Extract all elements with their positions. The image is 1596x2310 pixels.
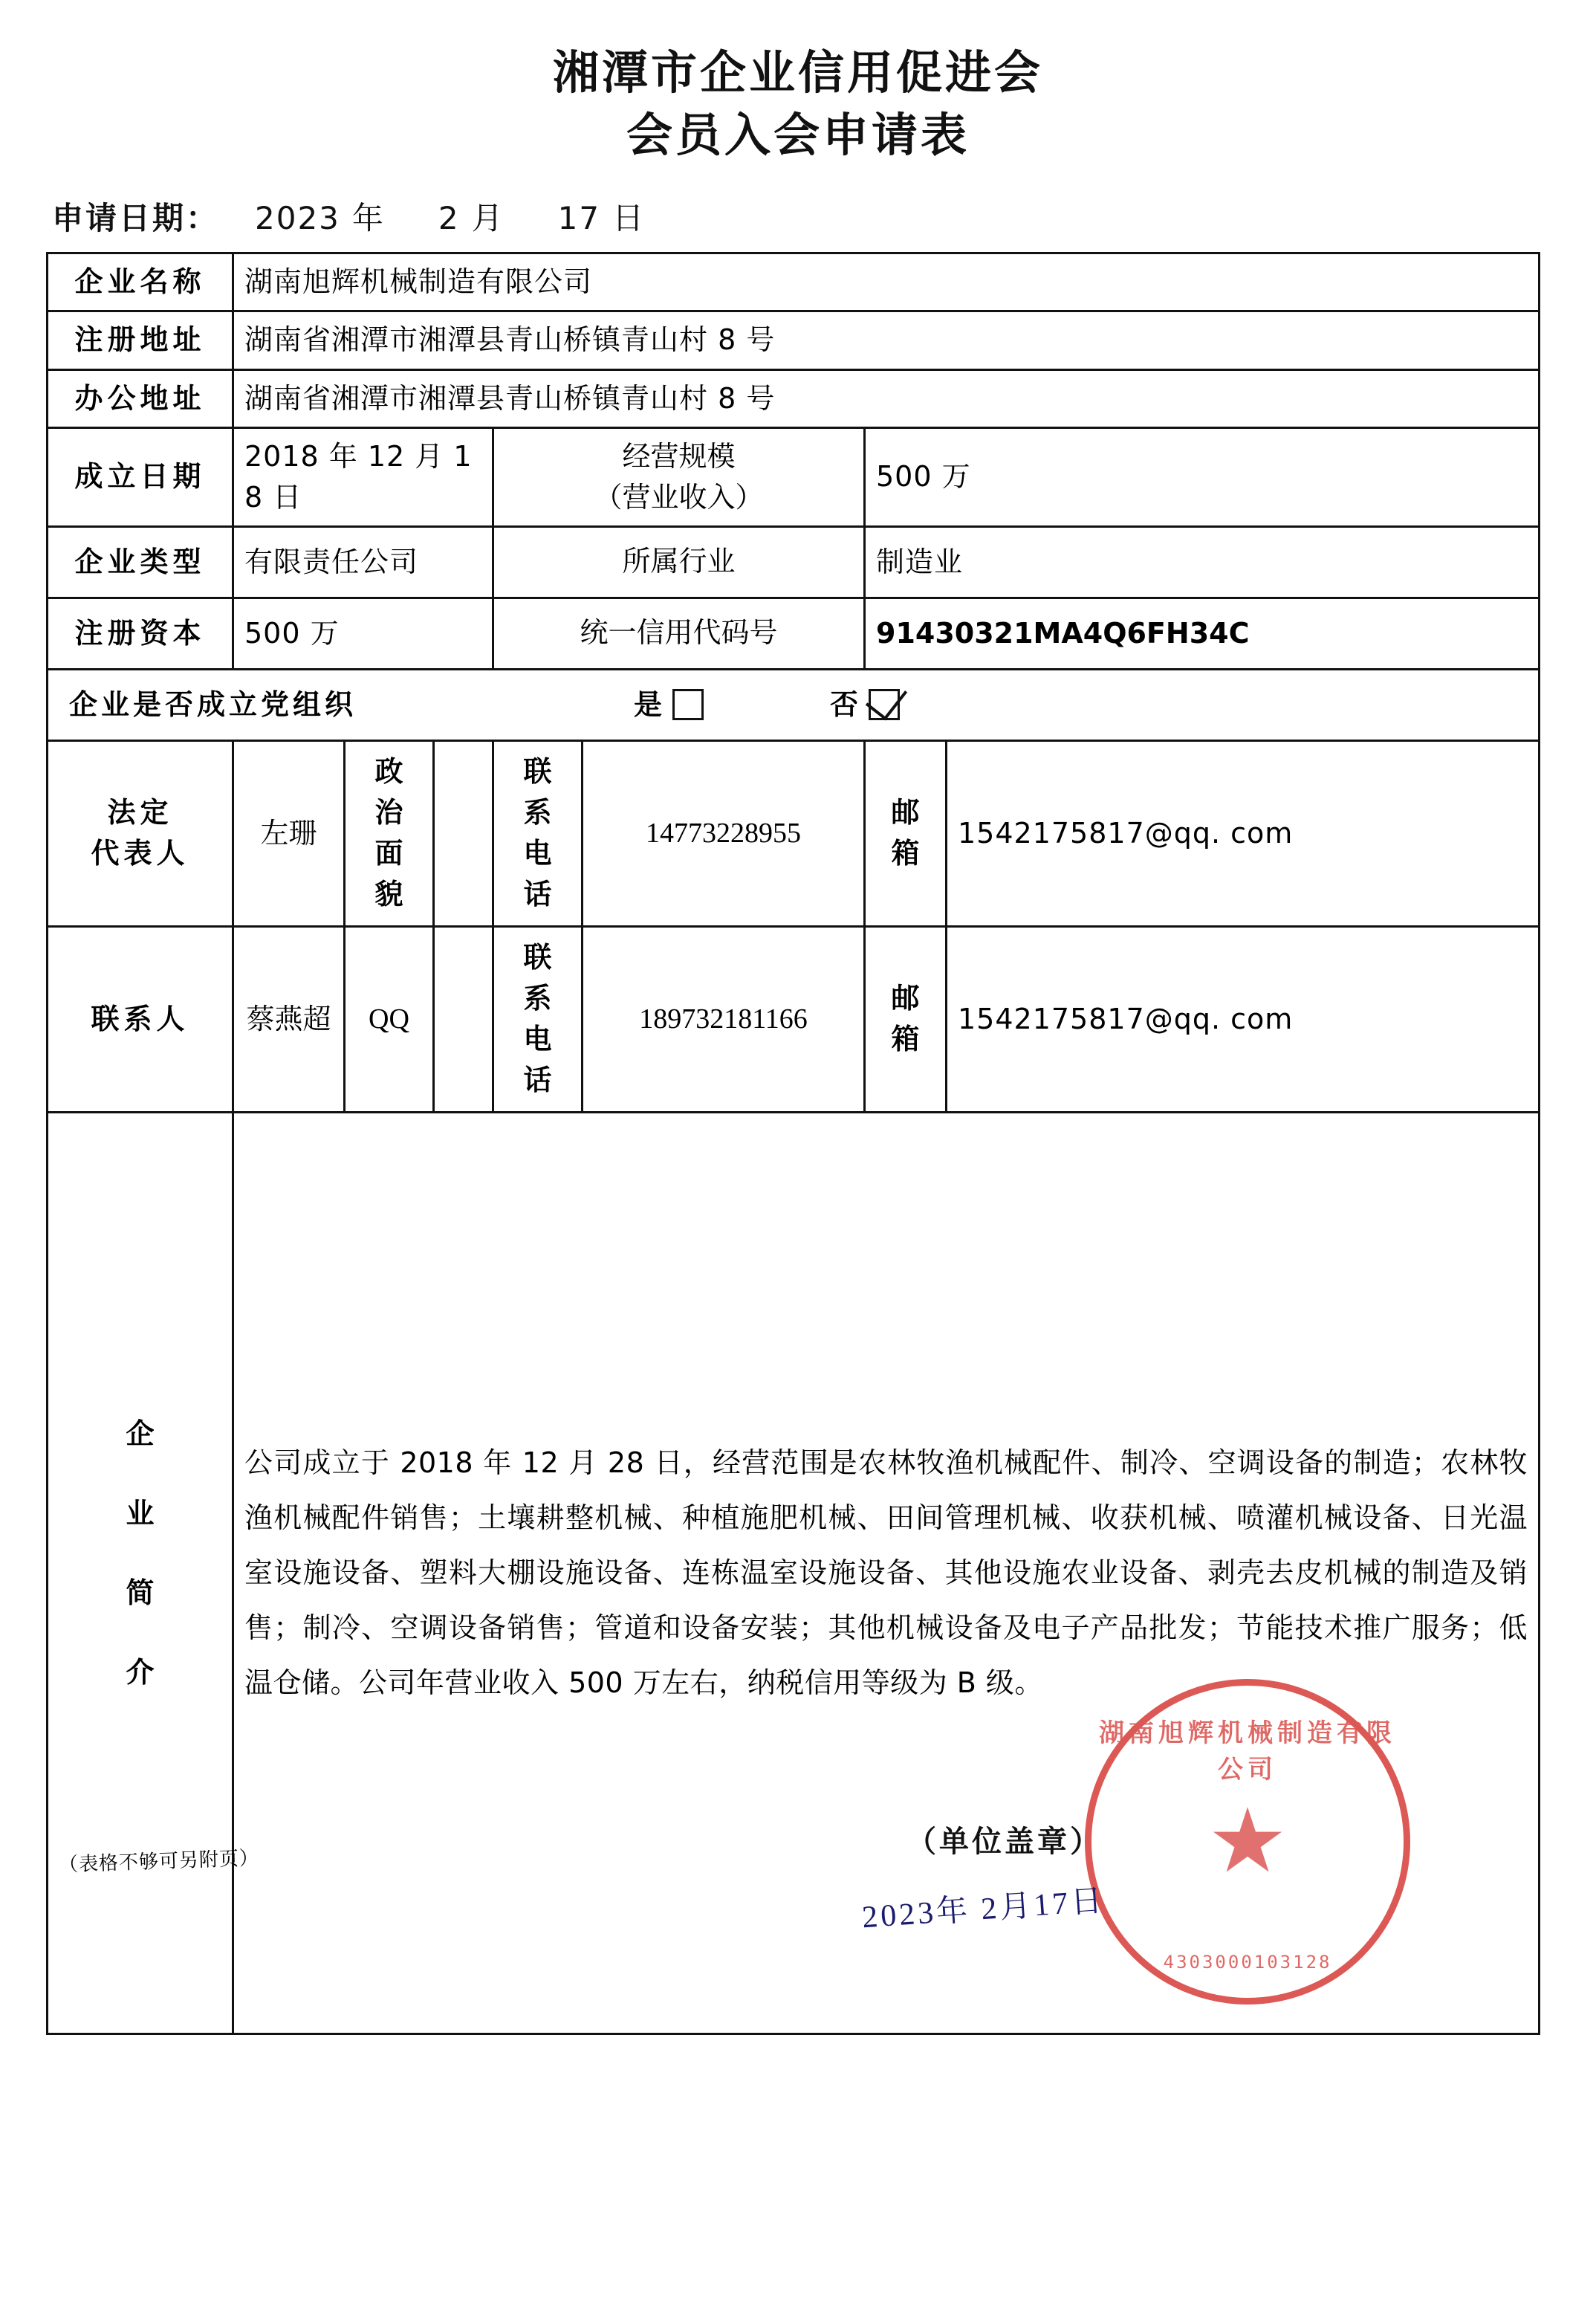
seal-hand-date: 2023年 2月17日 [860, 1883, 1106, 1935]
company-name-value: 湖南旭辉机械制造有限公司 [233, 253, 1540, 311]
legal-rep-phone-value: 14773228955 [583, 740, 865, 926]
intro-label-char-4: 介 [126, 1656, 155, 1689]
row-registered-address [48, 311, 1540, 369]
intro-note: （表格不够可另附页） [58, 1847, 260, 1877]
application-year-unit: 年 [351, 200, 383, 237]
row-contact-person [48, 926, 1540, 1112]
application-month-unit: 月 [471, 200, 503, 237]
row-legal-representative [48, 740, 1540, 926]
stamp-bottom-text: 4303000103128 [1163, 1952, 1332, 1973]
application-month-value: 2 [438, 200, 460, 237]
row-office-address [48, 369, 1540, 427]
office-address-value: 湖南省湘潭市湘潭县青山桥镇青山村 8 号 [233, 369, 1540, 427]
row-capital-credit [48, 598, 1540, 669]
row-type-industry [48, 526, 1540, 598]
star-icon: ★ [1207, 1791, 1288, 1891]
legal-rep-name: 左珊 [233, 740, 345, 926]
contact-phone-label: 联 系 电 话 [493, 926, 583, 1112]
business-scale-value: 500 万 [865, 427, 1540, 526]
intro-body [233, 1112, 1540, 2034]
legal-rep-email-value: 1542175817@qq. com [947, 740, 1540, 926]
legal-rep-phone-label: 联 系 电 话 [493, 740, 583, 926]
party-option-no[interactable] [830, 685, 900, 725]
company-name-label: 企业名称 [48, 253, 233, 311]
registered-capital-label: 注册资本 [48, 598, 233, 669]
legal-rep-label-line2: 代表人 [91, 837, 189, 870]
legal-rep-political-value [434, 740, 493, 926]
checkbox-yes[interactable] [672, 689, 704, 720]
establish-date-value: 2018 年 12 月 18 日 [233, 427, 493, 526]
application-year-value: 2023 [255, 200, 340, 237]
legal-rep-political-label: 政 治 面 貌 [345, 740, 434, 926]
registered-address-label: 注册地址 [48, 311, 233, 369]
registered-address-value: 湖南省湘潭市湘潭县青山桥镇青山村 8 号 [233, 311, 1540, 369]
party-org-label: 企业是否成立党组织 [69, 688, 357, 721]
application-day-value: 17 [557, 200, 601, 237]
contact-phone-value: 189732181166 [583, 926, 865, 1112]
business-scale-label-line2: （营业收入） [594, 480, 764, 514]
contact-email-label: 邮 箱 [865, 926, 947, 1112]
contact-email-value: 1542175817@qq. com [947, 926, 1540, 1112]
party-option-yes-label: 是 [634, 688, 663, 721]
seal-caption: （单位盖章） [906, 1824, 1103, 1859]
intro-label-char-3: 简 [126, 1576, 155, 1610]
credit-code-label: 统一信用代码号 [493, 598, 865, 669]
company-type-value: 有限责任公司 [233, 526, 493, 598]
intro-label [48, 1112, 260, 2034]
industry-value: 制造业 [865, 526, 1540, 598]
row-establish-scale [48, 427, 1540, 526]
title-line-2: 会员入会申请表 [626, 107, 970, 162]
industry-label: 所属行业 [493, 526, 865, 598]
seal-area [840, 1664, 1508, 2013]
stamp-top-text: 湖南旭辉机械制造有限公司 [1099, 1718, 1397, 1785]
document-title [0, 0, 1596, 166]
party-option-no-label: 否 [830, 688, 859, 721]
application-date-row [52, 194, 1596, 239]
contact-label: 联系人 [48, 926, 233, 1112]
intro-text: 公司成立于 2018 年 12 月 28 日，经营范围是农林牧渔机械配件、制冷、空调设备的制造；农林牧渔机械配件销售；土壤耕整机械、种植施肥机械、田间管理机械、收获机械、喷灌机械设备、日光温室设施设备、塑料大棚设施设备、连栋温室设施设备、其他设施农业设备、剥壳去皮机械的制造及销售；制冷、空调设备销售；管道和设备安装；其他机械设备及电子产品批发；节能技术推广服务；低温仓储。公司年营业收入 500 万左右，纳税信用等级为 B 级。 [244, 1446, 1528, 1700]
company-stamp-icon [1085, 1679, 1410, 2005]
application-date-label: 申请日期： [52, 200, 220, 237]
contact-qq-value [434, 926, 493, 1112]
checkbox-no[interactable] [869, 689, 900, 720]
contact-name: 蔡燕超 [233, 926, 345, 1112]
intro-label-char-2: 业 [126, 1497, 155, 1530]
registered-capital-value: 500 万 [233, 598, 493, 669]
party-org-cell [48, 669, 1540, 740]
legal-rep-label [48, 740, 233, 926]
row-company-intro [48, 1112, 1540, 2034]
legal-rep-email-label: 邮 箱 [865, 740, 947, 926]
application-form-table [46, 252, 1540, 2034]
establish-date-label: 成立日期 [48, 427, 233, 526]
business-scale-label [493, 427, 865, 526]
application-day-unit: 日 [612, 200, 644, 237]
legal-rep-label-line1: 法定 [107, 796, 173, 829]
party-option-yes[interactable] [634, 685, 704, 725]
business-scale-label-line1: 经营规模 [622, 439, 736, 473]
credit-code-value: 91430321MA4Q6FH34C [865, 598, 1540, 669]
contact-qq-label: QQ [345, 926, 434, 1112]
office-address-label: 办公地址 [48, 369, 233, 427]
row-party-org [48, 669, 1540, 740]
row-company-name [48, 253, 1540, 311]
company-type-label: 企业类型 [48, 526, 233, 598]
intro-label-char-1: 企 [126, 1417, 155, 1451]
title-line-1: 湘潭市企业信用促进会 [552, 45, 1043, 100]
